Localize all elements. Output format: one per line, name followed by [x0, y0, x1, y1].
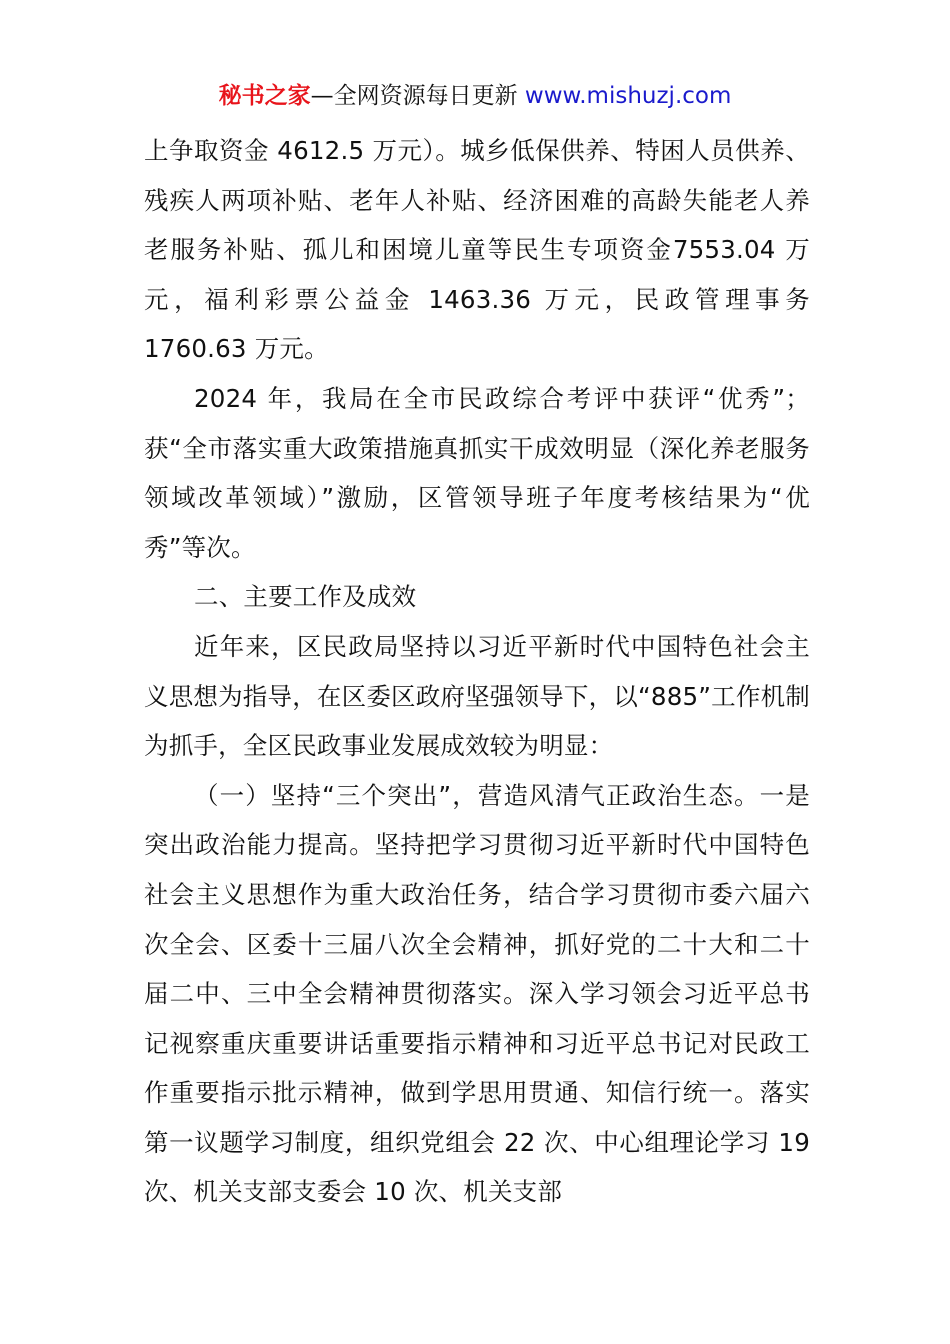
brand-name: 秘书之家	[218, 83, 311, 109]
document-body	[144, 126, 810, 1217]
section-heading: 二、主要工作及成效	[194, 582, 417, 612]
page-header	[0, 78, 950, 114]
header-tagline: —全网资源每日更新	[310, 83, 525, 109]
paragraph-political-ecology: （一）坚持“三个突出”，营造风清气正政治生态。一是突出政治能力提高。坚持把学习贯彻习近平新时代中国特色社会主义思想作为重大政治任务，结合学习贯彻市委六届六次全会、区委十三届八次全会精神，抓好党的二十大和二十届二中、三中全会精神贯彻落实。深入学习领会习近平总书记视察重庆重要讲话重要指示精神和习近平总书记对民政工作重要指示批示精神，做到学思用贯通、知信行统一。落实第一议题学习制度，组织党组会 22 次、中心组理论学习 19 次、机关支部支委会 10 次、机关支部	[144, 780, 810, 1207]
site-url-link[interactable]: www.mishuzj.com	[524, 83, 732, 109]
paragraph-intro: 近年来，区民政局坚持以习近平新时代中国特色社会主义思想为指导，在区委区政府坚强领导下，以“885”工作机制为抓手，全区民政事业发展成效较为明显：	[144, 631, 810, 761]
paragraph-2024-evaluation: 2024 年，我局在全市民政综合考评中获评“优秀”；获“全市落实重大政策措施真抓实干成效明显（深化养老服务领域改革领域）”激励，区管领导班子年度考核结果为“优秀”等次。	[144, 383, 810, 562]
paragraph-funding: 上争取资金 4612.5 万元）。城乡低保供养、特困人员供养、残疾人两项补贴、老年人补贴、经济困难的高龄失能老人养老服务补贴、孤儿和困境儿童等民生专项资金7553.04 万元，福利彩票公益金 1463.36 万元，民政管理事务 1760.63 万元。	[144, 136, 810, 364]
